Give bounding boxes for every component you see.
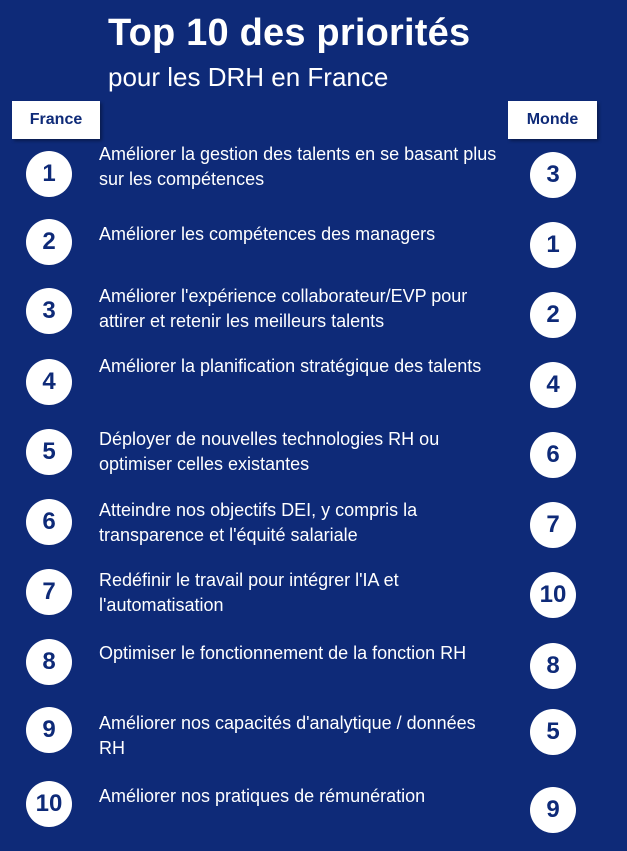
priority-row-8	[0, 637, 627, 697]
priority-text: Améliorer les compétences des managers	[99, 224, 436, 244]
france-rank-badge: 10	[26, 781, 72, 827]
france-rank-badge: 1	[26, 151, 72, 197]
monde-rank-badge: 7	[530, 502, 576, 548]
france-rank-badge: 7	[26, 569, 72, 615]
monde-rank-badge: 9	[530, 787, 576, 833]
priority-text: Améliorer la gestion des talents en se basant plus sur les compétences	[99, 144, 497, 189]
priority-text: Optimiser le fonctionnement de la fonction RH	[99, 643, 467, 663]
priority-row-10	[0, 779, 627, 839]
priority-text: Atteindre nos objectifs DEI, y compris la transparence et l'équité salariale	[99, 500, 418, 545]
france-column-header: France	[12, 101, 100, 139]
monde-rank-badge: 6	[530, 432, 576, 478]
priority-row-3	[0, 286, 627, 346]
monde-rank-badge: 1	[530, 222, 576, 268]
france-rank-badge: 2	[26, 219, 72, 265]
france-rank-badge: 6	[26, 499, 72, 545]
priority-row-7	[0, 567, 627, 627]
france-rank-badge: 9	[26, 707, 72, 753]
priority-row-4	[0, 356, 627, 416]
monde-rank-badge: 8	[530, 643, 576, 689]
france-rank-badge: 8	[26, 639, 72, 685]
monde-rank-badge: 5	[530, 709, 576, 755]
page-title: Top 10 des priorités	[108, 12, 471, 54]
monde-rank-badge: 4	[530, 362, 576, 408]
priority-row-5	[0, 426, 627, 486]
priority-row-2	[0, 216, 627, 276]
france-rank-badge: 5	[26, 429, 72, 475]
priority-text: Améliorer nos capacités d'analytique / données RH	[99, 713, 476, 758]
monde-column-header: Monde	[508, 101, 597, 139]
monde-rank-badge: 3	[530, 152, 576, 198]
france-rank-badge: 4	[26, 359, 72, 405]
priority-text: Redéfinir le travail pour intégrer l'IA et l'automatisation	[99, 570, 399, 615]
monde-rank-badge: 10	[530, 572, 576, 618]
priority-row-9	[0, 707, 627, 767]
priority-text: Améliorer l'expérience collaborateur/EVP pour attirer et retenir les meilleurs talents	[99, 286, 468, 331]
priority-text: Améliorer nos pratiques de rémunération	[99, 786, 426, 806]
page-subtitle: pour les DRH en France	[108, 62, 389, 92]
monde-rank-badge: 2	[530, 292, 576, 338]
priority-text: Améliorer la planification stratégique des talents	[99, 356, 482, 376]
priority-text: Déployer de nouvelles technologies RH ou optimiser celles existantes	[99, 429, 440, 474]
priority-row-6	[0, 497, 627, 557]
priority-row-1	[0, 144, 627, 204]
france-rank-badge: 3	[26, 288, 72, 334]
